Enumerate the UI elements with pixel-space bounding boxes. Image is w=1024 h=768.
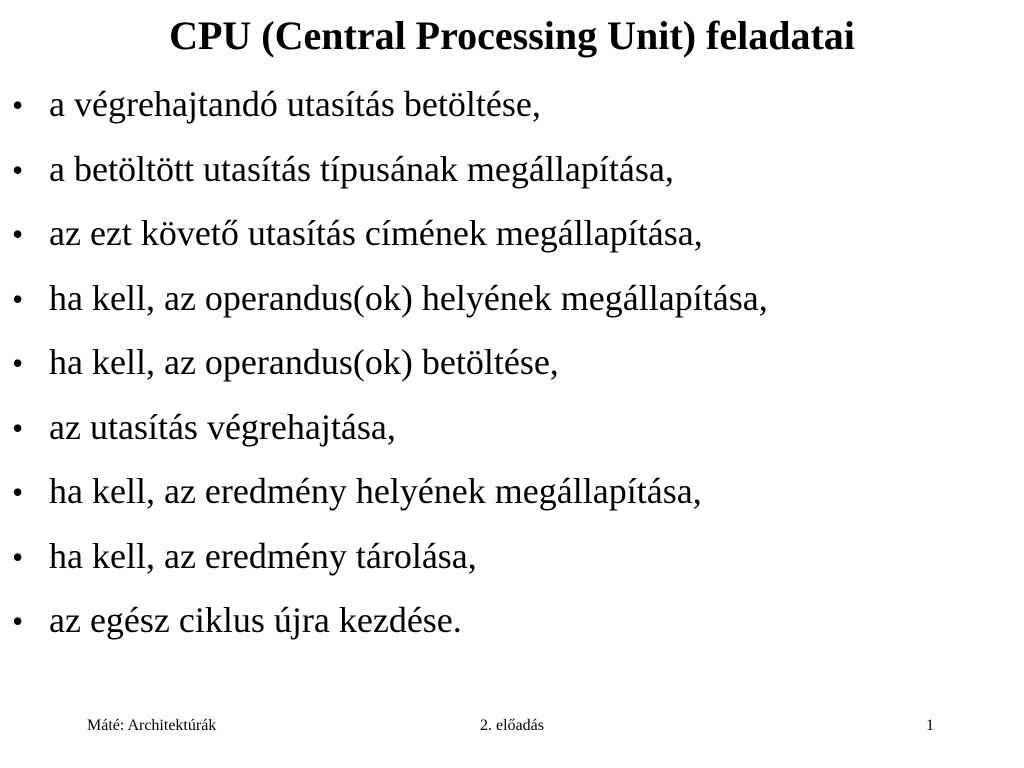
bullet-text: az utasítás végrehajtása, [49,406,396,447]
bullet-icon: • [12,216,24,252]
bullet-text: a betöltött utasítás típusának megállapítása, [49,148,674,189]
list-item [12,141,1012,206]
list-item [12,270,1012,335]
bullet-text: az ezt követő utasítás címének megállapítása, [49,213,703,253]
list-item [12,205,1012,270]
slide-title: CPU (Central Processing Unit) feladatai [169,13,855,58]
bullet-icon: • [12,280,24,317]
bullet-text: ha kell, az eredmény helyének megállapítása, [49,471,702,511]
list-item [12,334,1012,399]
list-item [12,528,1012,593]
bullet-icon: • [12,474,24,510]
bullet-text: ha kell, az operandus(ok) helyének megállapítása, [49,277,768,318]
bullet-icon: • [12,538,24,575]
bullet-icon: • [12,603,24,639]
footer-author: Máté: Architektúrák [87,717,217,734]
bullet-text: ha kell, az operandus(ok) betöltése, [49,342,559,382]
bullet-text: a végrehajtandó utasítás betöltése, [49,84,541,124]
bullet-text: az egész ciklus újra kezdése. [49,600,462,640]
list-item [12,399,1012,464]
bullet-icon: • [12,409,24,446]
list-item [12,76,1012,141]
footer-page-number: 1 [926,717,934,734]
list-item [12,463,1012,528]
bullet-text: ha kell, az eredmény tárolása, [49,535,477,576]
bullet-list [12,76,1012,657]
bullet-icon: • [12,345,24,381]
list-item [12,592,1012,657]
bullet-icon: • [12,151,24,188]
bullet-icon: • [12,87,24,123]
footer-lecture: 2. előadás [480,717,544,734]
